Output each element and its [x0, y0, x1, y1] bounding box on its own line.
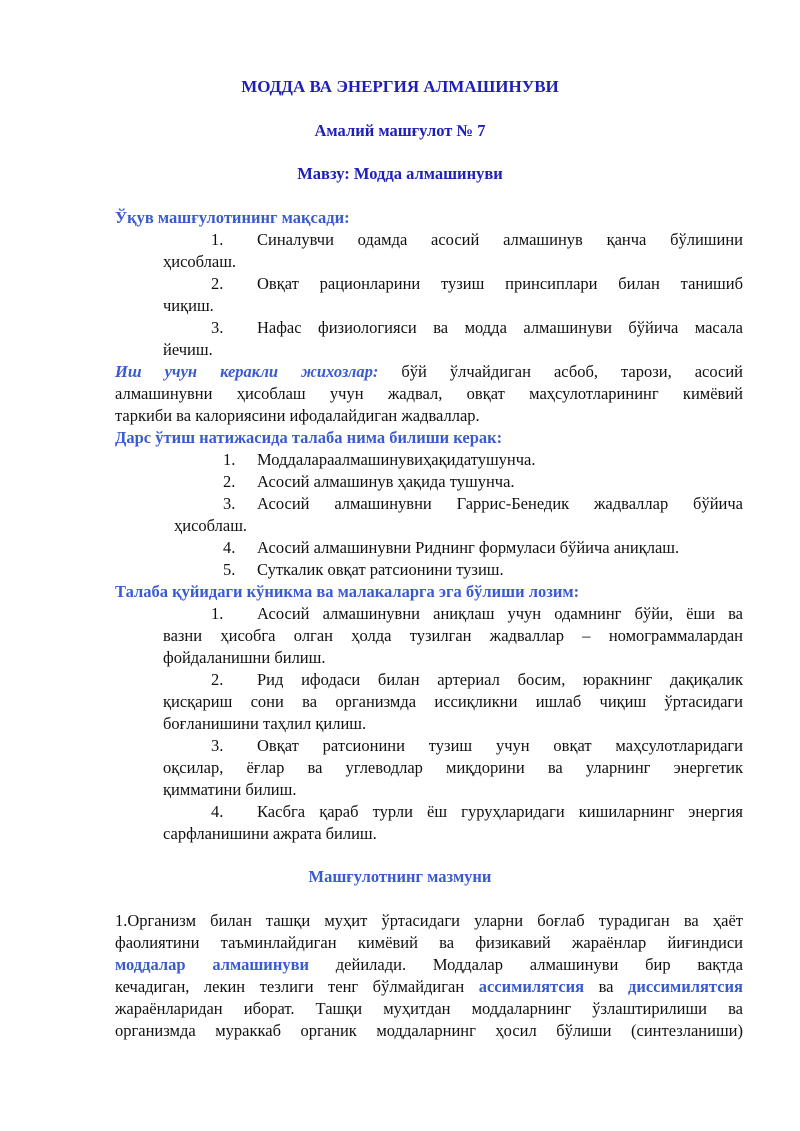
content-paragraph-line	[115, 954, 743, 976]
term-metabolism: моддалар алмашинуви	[115, 955, 309, 974]
knowledge-number: 5.	[223, 560, 236, 579]
goal-number: 1.	[211, 230, 224, 249]
content-heading: Машғулотнинг мазмуни	[308, 867, 492, 886]
paragraph-text: дейилади. Моддалар алмашинуви бир вақтда	[309, 955, 743, 974]
equipment-label: Иш учун керакли жихозлар:	[115, 362, 379, 381]
skill-text: боғланишини таҳлил қилиш.	[163, 714, 367, 733]
skill-number: 3.	[211, 736, 224, 755]
knowledge-text: Моддалараалмашинувиҳақидатушунча.	[257, 450, 536, 469]
content-paragraph-line: жараёнларидан иборат. Ташқи муҳитдан моддаларнинг ўзлаштирилиши ва	[115, 999, 743, 1018]
term-dissimilation: диссимилятсия	[627, 977, 743, 996]
paragraph-text: ва	[584, 977, 628, 996]
skills-heading: Талаба қуйидаги кўникма ва малакаларга эга бўлиши лозим:	[115, 582, 580, 601]
skill-text: вазни ҳисобга олган ҳолда тузилган жадваллар – номограммалардан	[163, 626, 743, 645]
skill-text: Рид ифодаси билан артериал босим, юракнинг дақиқалик	[257, 670, 743, 689]
knowledge-number: 2.	[223, 472, 236, 491]
lesson-topic: Мавзу: Модда алмашинуви	[297, 164, 503, 183]
skill-text: қисқариш сони ва организмда иссиқликни ишлаб чиқиш ўртасидаги	[163, 692, 743, 711]
goal-text: Овқат рационларини тузиш принсиплари билан танишиб	[257, 274, 743, 293]
content-paragraph-line: организмда мураккаб органик моддаларнинг ҳосил бўлиши (синтезланиши)	[115, 1021, 743, 1040]
skill-text: Овқат ратсионини тузиш учун овқат маҳсулотларидаги	[257, 736, 743, 755]
goal-number: 3.	[211, 318, 224, 337]
skill-text: фойдаланишни билиш.	[163, 648, 326, 667]
skill-number: 2.	[211, 670, 224, 689]
skill-text: қимматини билиш.	[163, 780, 297, 799]
goal-text: Нафас физиологияси ва модда алмашинуви бўйича масала	[257, 318, 743, 337]
goal-text-cont: чиқиш.	[163, 296, 214, 315]
content-paragraph-line	[115, 976, 743, 998]
knowledge-text: Асосий алмашинув ҳақида тушунча.	[257, 472, 515, 491]
skill-number: 4.	[211, 802, 224, 821]
goal-number: 2.	[211, 274, 224, 293]
knowledge-number: 3.	[223, 494, 236, 513]
content-paragraph-line: 1.Организм билан ташқи муҳит ўртасидаги уларни боғлаб турадиган ва ҳаёт	[115, 911, 743, 930]
equipment-text: алмашинувни ҳисоблаш учун жадвал, овқат маҳсулотларининг кимёвий	[115, 384, 743, 403]
skill-text: Асосий алмашинувни аниқлаш учун одамнинг бўйи, ёши ва	[257, 604, 743, 623]
equipment-line	[115, 361, 743, 383]
knowledge-text-cont: ҳисоблаш.	[174, 516, 248, 535]
equipment-text: таркиби ва калориясини ифодалайдиган жадваллар.	[115, 406, 480, 425]
skill-text: сарфланишини ажрата билиш.	[163, 824, 377, 843]
lesson-number: Амалий машғулот № 7	[314, 121, 486, 140]
goals-heading: Ўқув машғулотининг мақсади:	[115, 208, 350, 227]
goal-text-cont: йечиш.	[163, 340, 213, 359]
equipment-text: бўй ўлчайдиган асбоб, тарози, асосий	[401, 362, 744, 381]
knowledge-text: Суткалик овқат ратсионини тузиш.	[257, 560, 504, 579]
knowledge-heading: Дарс ўтиш натижасида талаба нима билиши керак:	[115, 428, 503, 447]
document-title: МОДДА ВА ЭНЕРГИЯ АЛМАШИНУВИ	[241, 77, 559, 96]
skill-text: Касбга қараб турли ёш гуруҳларидаги кишиларнинг энергия	[257, 802, 743, 821]
term-assimilation: ассимилятсия	[478, 977, 585, 996]
skill-number: 1.	[211, 604, 224, 623]
knowledge-text: Асосий алмашинувни Риднинг формуласи бўйича аниқлаш.	[257, 538, 680, 557]
knowledge-number: 4.	[223, 538, 236, 557]
goal-text: Синалувчи одамда асосий алмашинув қанча бўлишини	[257, 230, 743, 249]
content-paragraph-line: фаолиятини таъминлайдиган кимёвий ва физикавий жараёнлар йиғиндиси	[115, 933, 743, 952]
paragraph-text: кечадиган, лекин тезлиги тенг бўлмайдиган	[115, 977, 479, 996]
knowledge-number: 1.	[223, 450, 236, 469]
skill-text: оқсилар, ёғлар ва углеводлар миқдорини ва уларнинг энергетик	[163, 758, 743, 777]
knowledge-text: Асосий алмашинувни Гаррис-Бенедик жадваллар бўйича	[257, 494, 743, 513]
goal-text-cont: ҳисоблаш.	[163, 252, 237, 271]
